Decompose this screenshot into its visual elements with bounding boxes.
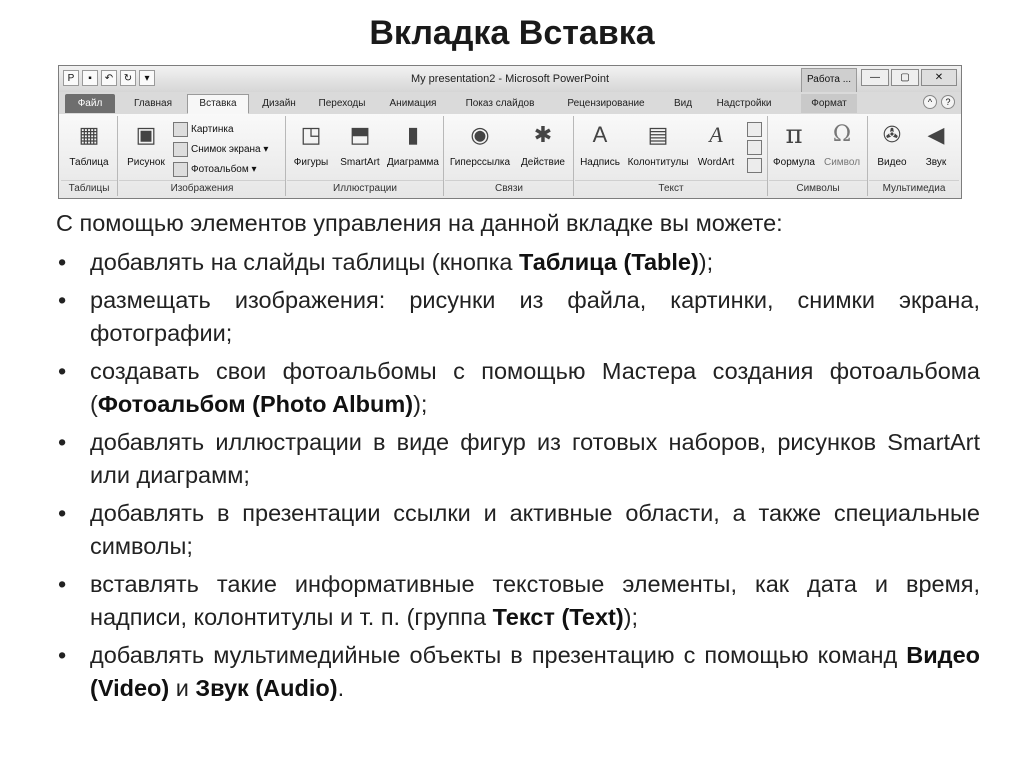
chart-icon: ▮ — [406, 122, 420, 147]
group-media — [869, 116, 959, 196]
hyperlink-button[interactable] — [447, 121, 513, 181]
screenshot-icon — [173, 142, 188, 157]
chart-button[interactable] — [385, 121, 441, 181]
list-item: • добавлять мультимедийные объекты в презентацию с помощью команд Видео (Video) и Звук (Audio). — [56, 639, 980, 705]
video-button[interactable] — [869, 121, 915, 181]
screenshot-label: Снимок экрана ▾ — [191, 144, 269, 155]
tab-addins[interactable]: Надстройки — [716, 98, 772, 109]
powerpoint-icon: P — [63, 70, 79, 86]
window-controls — [861, 69, 957, 86]
group-symbols — [769, 116, 868, 196]
video-icon: ✇ — [882, 122, 902, 147]
photo-album-label: Фотоальбом ▾ — [191, 164, 257, 175]
audio-button-label: Звук — [925, 157, 947, 168]
group-label-symbols: Символы — [769, 180, 867, 196]
wordart-button-label: WordArt — [697, 157, 735, 168]
ribbon-groups — [59, 114, 961, 198]
picture-button-label: Рисунок — [127, 157, 165, 168]
omega-icon: Ω — [832, 122, 852, 147]
shapes-button[interactable] — [287, 121, 335, 181]
list-item: • размещать изображения: рисунки из файла, картинки, снимки экрана, фотографии; — [56, 284, 980, 350]
slide-number-icon[interactable] — [747, 140, 762, 155]
tab-home[interactable]: Главная — [133, 98, 173, 109]
symbol-button-label: Символ — [823, 157, 861, 168]
table-button[interactable] — [62, 121, 116, 181]
window-titlebar — [59, 66, 961, 93]
photo-album-button[interactable] — [173, 161, 257, 179]
tab-file[interactable]: Файл — [65, 94, 115, 113]
photo-album-icon — [173, 162, 188, 177]
action-button[interactable] — [515, 121, 571, 181]
close-button[interactable]: ✕ — [921, 69, 957, 86]
action-button-label: Действие — [521, 157, 565, 168]
wordart-button[interactable] — [691, 121, 741, 181]
picture-icon: ▣ — [135, 122, 157, 147]
maximize-button[interactable]: ▢ — [891, 69, 919, 86]
picture-button[interactable] — [121, 121, 171, 181]
customize-icon[interactable]: ▾ — [139, 70, 155, 86]
intro-text: С помощью элементов управления на данной вкладке вы можете: — [56, 210, 783, 236]
shapes-icon: ◳ — [300, 122, 322, 147]
collapse-ribbon-icon[interactable]: ^ — [923, 95, 937, 109]
list-item: • создавать свои фотоальбомы с помощью Мастера создания фотоальбома (Фотоальбом (Photo Album)); — [56, 355, 980, 421]
text-small-buttons — [747, 122, 762, 173]
clipart-label: Картинка — [191, 124, 234, 135]
slide-body — [56, 207, 980, 710]
tab-slideshow[interactable]: Показ слайдов — [465, 98, 535, 109]
video-button-label: Видео — [877, 157, 907, 168]
group-tables — [61, 116, 118, 196]
shapes-button-label: Фигуры — [293, 157, 329, 168]
list-item: • вставлять такие информативные текстовые элементы, как дата и время, надписи, колонтитулы и т. п. (группа Текст (Text)); — [56, 568, 980, 634]
list-item: • добавлять на слайды таблицы (кнопка Таблица (Table)); — [56, 246, 980, 279]
tab-view[interactable]: Вид — [673, 98, 693, 109]
group-label-media: Мультимедиа — [869, 180, 959, 196]
group-label-tables: Таблицы — [61, 180, 117, 196]
window-title: My presentation2 - Microsoft PowerPoint — [410, 73, 610, 85]
audio-button[interactable] — [915, 121, 957, 181]
slide-title: Вкладка Вставка — [369, 14, 655, 52]
help-controls — [923, 95, 955, 109]
header-footer-icon: ▤ — [647, 122, 669, 147]
wordart-icon: A — [709, 122, 723, 147]
save-icon[interactable]: ▪ — [82, 70, 98, 86]
tab-review[interactable]: Рецензирование — [567, 98, 645, 109]
table-button-label: Таблица — [69, 157, 109, 168]
group-label-text: Текст — [575, 180, 767, 196]
context-tab-header: Работа ... — [801, 68, 857, 92]
symbol-button[interactable] — [819, 121, 865, 181]
equation-button-label: Формула — [773, 157, 815, 168]
list-item: • добавлять в презентации ссылки и активные области, а также специальные символы; — [56, 497, 980, 563]
smartart-icon: ⬒ — [349, 122, 371, 147]
equation-button[interactable] — [769, 121, 819, 181]
hyperlink-button-label: Гиперссылка — [449, 157, 511, 168]
help-icon[interactable]: ? — [941, 95, 955, 109]
group-links — [445, 116, 574, 196]
tab-design[interactable]: Дизайн — [262, 98, 296, 109]
clipart-icon — [173, 122, 188, 137]
hyperlink-icon: ◉ — [470, 122, 490, 147]
group-images — [119, 116, 286, 196]
ribbon-screenshot — [58, 65, 962, 199]
date-time-icon[interactable] — [747, 122, 762, 137]
clipart-button[interactable] — [173, 121, 234, 139]
bullet-list — [56, 246, 980, 705]
tab-insert[interactable]: Вставка — [187, 94, 249, 114]
group-label-illustrations: Иллюстрации — [287, 180, 443, 196]
smartart-button[interactable] — [335, 121, 385, 181]
ribbon-tabs — [59, 92, 961, 115]
group-label-images: Изображения — [119, 180, 285, 196]
pi-icon: π — [785, 120, 803, 150]
header-footer-button[interactable] — [625, 121, 691, 181]
minimize-button[interactable]: — — [861, 69, 889, 86]
textbox-button-label: Надпись — [580, 157, 620, 168]
header-footer-button-label: Колонтитулы — [627, 157, 689, 168]
group-text — [575, 116, 768, 196]
object-icon[interactable] — [747, 158, 762, 173]
table-icon: ▦ — [78, 122, 100, 147]
group-label-links: Связи — [445, 180, 573, 196]
undo-icon[interactable]: ↶ — [101, 70, 117, 86]
tab-format[interactable]: Формат — [801, 94, 857, 113]
speaker-icon: ◀ — [927, 122, 945, 147]
screenshot-button[interactable] — [173, 141, 268, 159]
list-item: • добавлять иллюстрации в виде фигур из готовых наборов, рисунков SmartArt или диаграмм; — [56, 426, 980, 492]
group-illustrations — [287, 116, 444, 196]
textbox-button[interactable] — [575, 121, 625, 181]
redo-icon[interactable]: ↻ — [120, 70, 136, 86]
smartart-button-label: SmartArt — [340, 157, 380, 168]
action-icon: ✱ — [533, 122, 553, 147]
textbox-icon: A — [592, 122, 608, 147]
tab-transitions[interactable]: Переходы — [318, 98, 366, 109]
chart-button-label: Диаграмма — [386, 157, 439, 168]
tab-animation[interactable]: Анимация — [389, 98, 437, 109]
